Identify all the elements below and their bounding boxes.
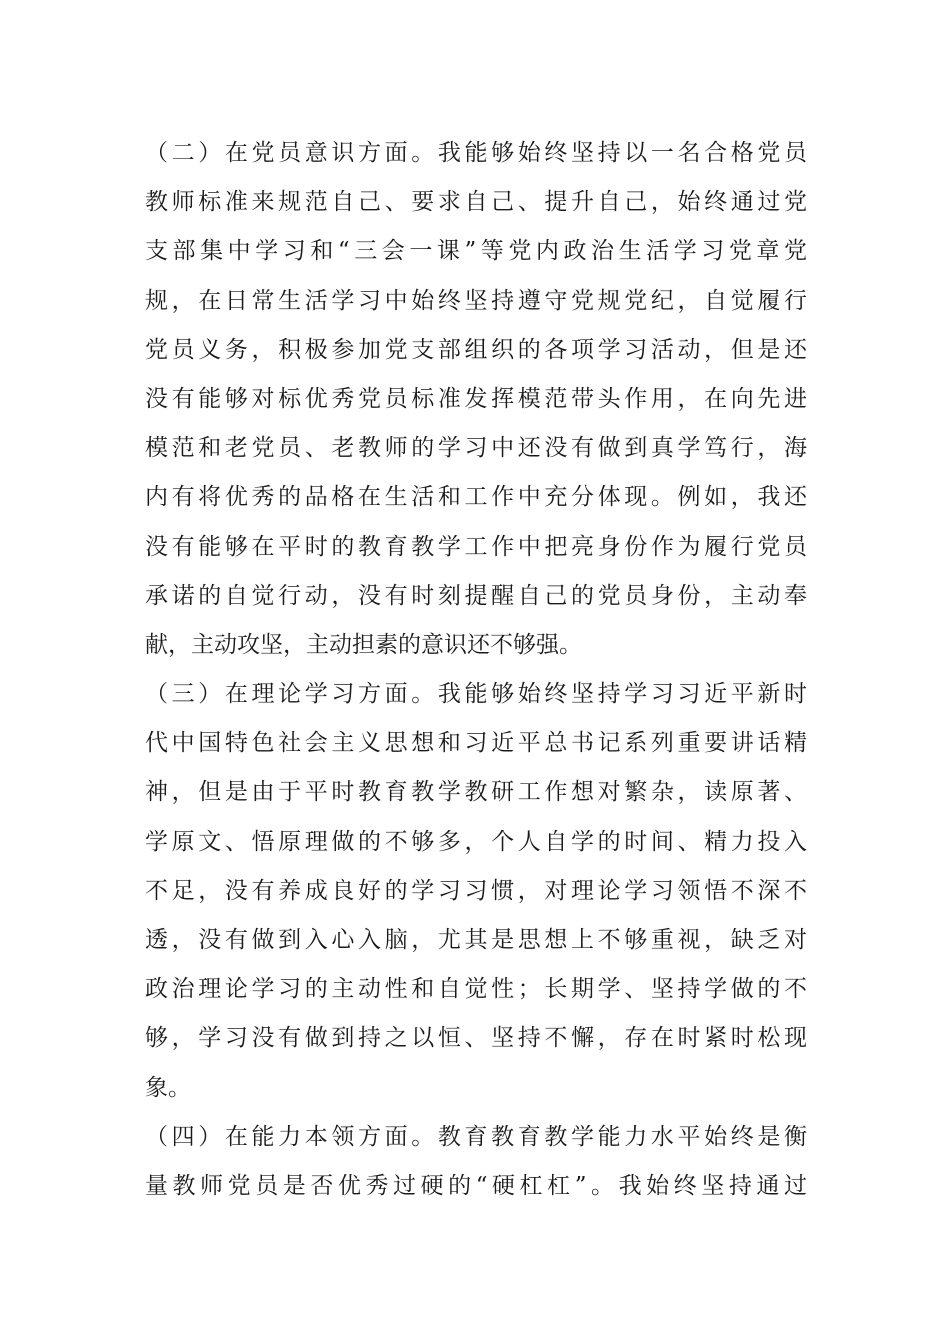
text-line: 支部集中学习和“三会一课”等党内政治生活学习党章党 (145, 238, 807, 265)
text-line: （三）在理论学习方面。我能够始终坚持学习习近平新时 (145, 681, 807, 708)
text-line: 透，没有做到入心入脑，尤其是思想上不够重视，缺乏对 (145, 927, 807, 953)
text-line: 规，在日常生活学习中始终坚持遵守党规党纪，自觉履行 (145, 287, 807, 314)
text-line: 学原文、悟原理做的不够多，个人自学的时间、精力投入 (145, 828, 807, 855)
text-line: 代中国特色社会主义思想和习近平总书记系列重要讲话精 (145, 730, 807, 757)
text-line: 献，主动攻坚，主动担素的意识还不够强。 (145, 631, 582, 658)
text-line: 党员义务，积极参加党支部组织的各项学习活动，但是还 (145, 336, 807, 363)
text-line: 量教师党员是否优秀过硬的“硬杠杠”。我始终坚持通过 (145, 1172, 807, 1199)
text-line: （四）在能力本领方面。教育教育教学能力水平始终是衡 (145, 1123, 807, 1150)
document-body (145, 129, 807, 1211)
paragraph-party-member-awareness (145, 129, 807, 670)
paragraph-ability-skills (145, 1113, 807, 1211)
text-line: 象。 (145, 1074, 191, 1101)
text-line: 承诺的自觉行动，没有时刻提醒自己的党员身份，主动奉 (145, 582, 807, 609)
text-line: 不足，没有养成良好的学习习惯，对理论学习领悟不深不 (145, 877, 807, 904)
text-line: 内有将优秀的品格在生活和工作中充分体现。例如，我还 (145, 484, 807, 511)
text-line: 政治理论学习的主动性和自觉性；长期学、坚持学做的不 (145, 976, 807, 1003)
text-line: 模范和老党员、老教师的学习中还没有做到真学笃行，海 (145, 435, 807, 462)
text-line: 神，但是由于平时教育教学教研工作想对繁杂，读原著、 (145, 779, 807, 806)
text-line: 没有能够对标优秀党员标准发挥模范带头作用，在向先进 (145, 385, 807, 412)
text-line: 教师标准来规范自己、要求自己、提升自己，始终通过党 (145, 189, 807, 216)
text-line: 够，学习没有做到持之以恒、坚持不懈，存在时紧时松现 (145, 1025, 807, 1052)
paragraph-theory-study (145, 670, 807, 1113)
text-line: （二）在党员意识方面。我能够始终坚持以一名合格党员 (145, 140, 807, 166)
text-line: 没有能够在平时的教育教学工作中把亮身份作为履行党员 (145, 533, 807, 560)
